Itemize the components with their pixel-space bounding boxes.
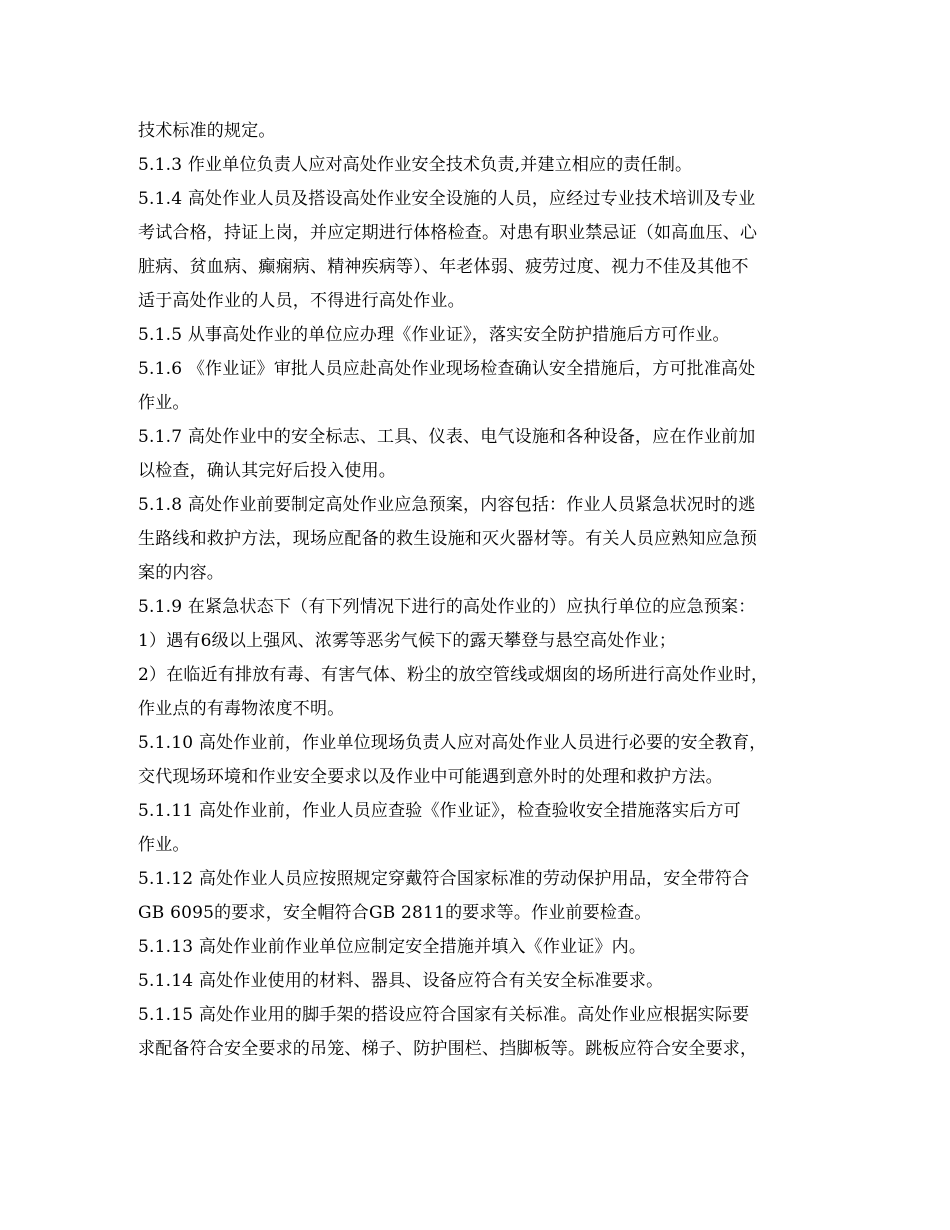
text-line: 5.1.9 在紧急状态下（有下列情况下进行的高处作业的）应执行单位的应急预案： [138, 597, 756, 617]
text-line: 考试合格，持证上岗，并应定期进行体格检查。对患有职业禁忌证（如高血压、心 [138, 223, 758, 243]
text-line: 作业点的有毒物浓度不明。 [138, 699, 345, 719]
text-line: 脏病、贫血病、癫痫病、精神疾病等）、年老体弱、疲劳过度、视力不佳及其他不 [138, 257, 749, 277]
text-line: 5.1.4 高处作业人员及搭设高处作业安全设施的人员，应经过专业技术培训及专业 [138, 189, 756, 209]
text-line: 2）在临近有排放有毒、有害气体、粉尘的放空管线或烟囱的场所进行高处作业时， [138, 665, 769, 685]
text-line: 5.1.12 高处作业人员应按照规定穿戴符合国家标准的劳动保护用品，安全带符合 [138, 869, 750, 889]
text-line: GB 6095的要求，安全帽符合GB 2811的要求等。作业前要检查。 [138, 903, 652, 923]
text-line: 案的内容。 [138, 563, 224, 583]
text-line: 5.1.8 高处作业前要制定高处作业应急预案，内容包括：作业人员紧急状况时的逃 [138, 495, 756, 515]
text-line: 作业。 [138, 393, 190, 413]
document-body [138, 114, 820, 1066]
text-line: 5.1.13 高处作业前作业单位应制定安全措施并填入《作业证》内。 [138, 937, 647, 957]
text-line: 生路线和救护方法，现场应配备的救生设施和灭火器材等。有关人员应熟知应急预 [138, 529, 758, 549]
text-line: 求配备符合安全要求的吊笼、梯子、防护围栏、挡脚板等。跳板应符合安全要求， [138, 1039, 758, 1059]
text-line: 交代现场环境和作业安全要求以及作业中可能遇到意外时的处理和救护方法。 [138, 767, 723, 787]
text-line: 5.1.14 高处作业使用的材料、器具、设备应符合有关安全标准要求。 [138, 971, 664, 991]
text-line: 技术标准的规定。 [138, 121, 276, 141]
text-line: 5.1.6 《作业证》审批人员应赴高处作业现场检查确认安全措施后，方可批准高处 [138, 359, 756, 379]
text-line: 5.1.5 从事高处作业的单位应办理《作业证》，落实安全防护措施后方可作业。 [138, 325, 730, 345]
text-line: 适于高处作业的人员，不得进行高处作业。 [138, 291, 465, 311]
text-line: 5.1.7 高处作业中的安全标志、工具、仪表、电气设施和各种设备，应在作业前加 [138, 427, 756, 447]
text-line: 作业。 [138, 835, 190, 855]
text-line: 5.1.15 高处作业用的脚手架的搭设应符合国家有关标准。高处作业应根据实际要 [138, 1005, 750, 1025]
text-line: 5.1.10 高处作业前，作业单位现场负责人应对高处作业人员进行必要的安全教育， [138, 733, 767, 753]
text-line: 5.1.11 高处作业前，作业人员应查验《作业证》，检查验收安全措施落实后方可 [138, 801, 741, 821]
text-line: 以检查，确认其完好后投入使用。 [138, 461, 396, 481]
text-line: 5.1.3 作业单位负责人应对高处作业安全技术负责,并建立相应的责任制。 [138, 155, 693, 175]
text-line: 1）遇有6级以上强风、浓雾等恶劣气候下的露天攀登与悬空高处作业； [138, 631, 677, 651]
